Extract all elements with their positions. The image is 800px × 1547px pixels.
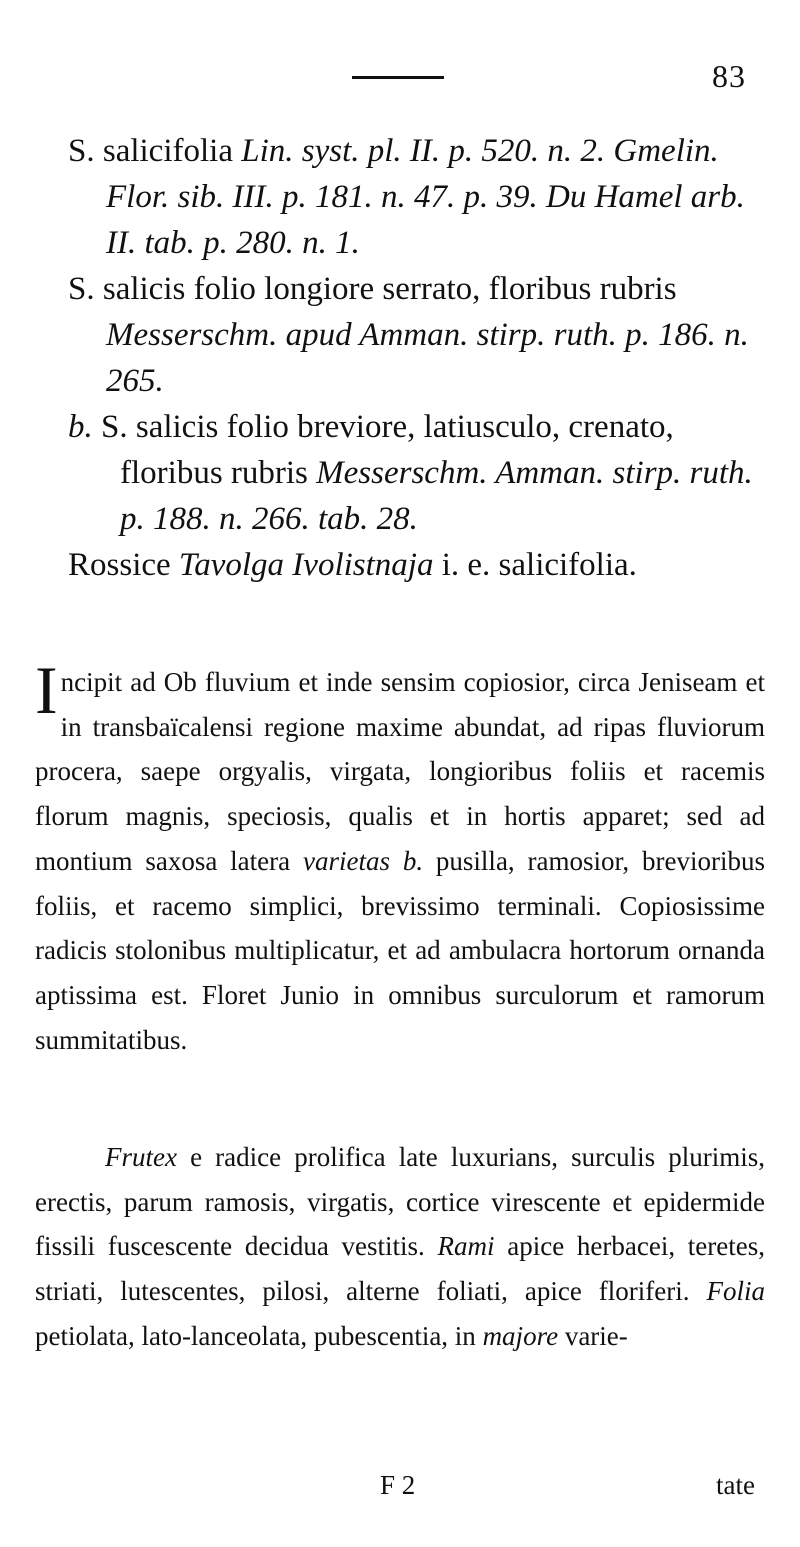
synonym-name: S. salicis folio breviore, latiusculo, crenato, floribus rubris bbox=[92, 409, 674, 491]
catchword: tate bbox=[716, 1470, 755, 1500]
synonym-citation: Lin. syst. pl. II. p. 520. n. 2. Gmelin. Flor. sib. III. p. 181. n. 47. p. 39. Du Hamel arb. II. tab. p. 280. n. 1. bbox=[106, 133, 745, 261]
term-rami: Rami bbox=[437, 1231, 495, 1262]
variety-marker: b. bbox=[68, 409, 93, 445]
drop-cap-initial: I bbox=[35, 652, 58, 728]
synonym-citation: Messerschm. Amman. stirp. ruth. p. 188. n. 266. tab. 28. bbox=[120, 455, 753, 537]
term-frutex: Frutex bbox=[105, 1142, 177, 1172]
synonym-name: S. salicifolia bbox=[68, 133, 242, 169]
synonym-entry-1 bbox=[68, 128, 768, 266]
signature-mark: F 2 bbox=[380, 1470, 416, 1500]
term-majore: majore bbox=[482, 1320, 559, 1351]
term-folia: Folia bbox=[706, 1276, 765, 1307]
synonym-name: S. salicis folio longiore serrato, floribus rubris bbox=[68, 271, 677, 307]
paragraph-description: Frutex e radice prolifica late luxurians, surculis plurimis, erectis, parum ramosis, virgatis, cortice virescente et epidermide fissili fuscescente decidua vestitis. Rami apice herbacei, teretes, striati, lutescentes, pilosi, alterne foliati, apice floriferi. Folia petiolata, lato-lanceolata, pubescentia, in majore varie- bbox=[35, 1142, 765, 1351]
header-rule bbox=[352, 76, 444, 79]
synonymy-block bbox=[68, 128, 768, 588]
page-number: 83 bbox=[712, 58, 746, 94]
synonym-entry-2 bbox=[68, 266, 768, 404]
synonym-entry-variety-b bbox=[68, 404, 768, 542]
russian-name-line: Rossice Tavolga Ivolistnaja i. e. salicifolia. bbox=[68, 547, 637, 583]
russian-name: Tavolga Ivolistnaja bbox=[178, 547, 434, 583]
varietas-label: varietas b. bbox=[302, 845, 424, 876]
synonym-citation: Messerschm. apud Amman. stirp. ruth. p. 186. n. 265. bbox=[106, 317, 749, 399]
paragraph-distribution: Incipit ad Ob fluvium et inde sensim copiosior, circa Jeniseam et in transbaïcalensi regione maxime abundat, ad ripas fluviorum procera, saepe orgyalis, virgata, longioribus foliis et racemis florum magnis, speciosis, qualis et in hortis apparet; sed ad montium saxosa latera varietas b. pusilla, ramosior, brevioribus foliis, et racemo simplici, brevissimo terminali. Copiosissime radicis stolonibus multiplicatur, et ad ambulacra hortorum ornanda aptissima est. Floret Junio in omnibus surculorum et ramorum summitatibus. bbox=[35, 652, 765, 1055]
